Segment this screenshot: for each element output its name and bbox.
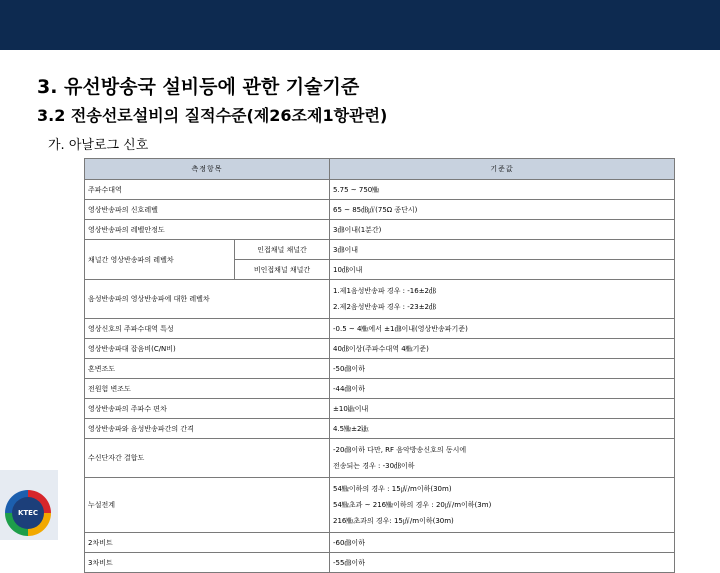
table-row: [85, 280, 675, 319]
row-item: 주파수대역: [85, 180, 330, 200]
table-row: [85, 553, 675, 573]
table-header-row: [85, 159, 675, 180]
standard-line: 전송되는 경우 : -30㏈이하: [333, 462, 415, 470]
row-standard: ±10㎑이내: [330, 399, 675, 419]
row-standard: [330, 439, 675, 478]
row-item: 영상반송파와 음성반송파간의 간격: [85, 419, 330, 439]
row-item: 2차비트: [85, 533, 330, 553]
table-row: [85, 339, 675, 359]
table-row: [85, 200, 675, 220]
row-item: 채널간 영상반송파의 레벨차: [85, 240, 235, 280]
row-item: 음성반송파의 영상반송파에 대한 레벨차: [85, 280, 330, 319]
row-item: 혼변조도: [85, 359, 330, 379]
ktec-logo: [0, 470, 58, 540]
page-title: 3. 유선방송국 설비등에 관한 기술기준: [37, 76, 360, 98]
subsection-heading: 가. 아날로그 신호: [48, 138, 149, 153]
row-standard: 40㏈이상(주파수대역 4㎒기준): [330, 339, 675, 359]
row-standard: -50㏈이하: [330, 359, 675, 379]
row-subitem: 인접채널 채널간: [235, 240, 330, 260]
standard-line: 216㎒초과의 경우: 15㎶/m이하(30m): [333, 517, 454, 525]
row-item: 3차비트: [85, 553, 330, 573]
row-standard: 65 ~ 85㏈㎶(75Ω 종단시): [330, 200, 675, 220]
standard-line: -20㏈이하 다만, RF 음악방송신호의 동시에: [333, 446, 467, 454]
header-standard: 기준값: [330, 159, 675, 180]
standard-line: 2.제2음성반송파 경우 : -23±2㏈: [333, 303, 437, 311]
standard-line: 1.제1음성반송파 경우 : -16±2㏈: [333, 287, 437, 295]
table-row: [85, 180, 675, 200]
table-row: [85, 478, 675, 533]
table-row: [85, 319, 675, 339]
table-row: [85, 439, 675, 478]
row-item: 전원험 변조도: [85, 379, 330, 399]
standard-line: 54㎒이하의 경우 : 15㎶/m이하(30m): [333, 485, 452, 493]
row-item: 영상반송파의 레벨안정도: [85, 220, 330, 240]
table-row: [85, 419, 675, 439]
row-standard: 10㏈이내: [330, 260, 675, 280]
table-row: [85, 399, 675, 419]
row-item: 누설전계: [85, 478, 330, 533]
row-standard: 3㏈이내: [330, 240, 675, 260]
header-item: 측정항목: [85, 159, 330, 180]
row-item: 영상반송파의 주파수 편차: [85, 399, 330, 419]
row-standard: -60㏈이하: [330, 533, 675, 553]
row-standard: 4.5㎒±2㎑: [330, 419, 675, 439]
row-item: 영상반송파의 신호레벨: [85, 200, 330, 220]
table-row: [85, 220, 675, 240]
row-standard: -44㏈이하: [330, 379, 675, 399]
section-subtitle: 3.2 전송선로설비의 질적수준(제26조제1항관련): [37, 106, 388, 125]
top-banner: [0, 0, 720, 50]
row-standard: [330, 478, 675, 533]
row-item: 수신단자간 결합도: [85, 439, 330, 478]
table-row: [85, 240, 675, 260]
table-row: [85, 533, 675, 553]
logo-ring-icon: [5, 490, 51, 536]
row-standard: -0.5 ~ 4㎒에서 ±1㏈이내(영상반송파기준): [330, 319, 675, 339]
row-standard: -55㏈이하: [330, 553, 675, 573]
row-item: 영상신호의 주파수대역 특성: [85, 319, 330, 339]
table-row: [85, 359, 675, 379]
row-standard: 3㏈이내(1분간): [330, 220, 675, 240]
standards-table: [84, 158, 675, 573]
row-standard: [330, 280, 675, 319]
row-standard: 5.75 ~ 750㎒: [330, 180, 675, 200]
logo-text: KTEC: [12, 497, 44, 529]
row-subitem: 비인접채널 채널간: [235, 260, 330, 280]
row-item: 영상반송파대 잡음비(C/N비): [85, 339, 330, 359]
standard-line: 54㎒초과 ~ 216㎒이하의 경우 : 20㎶/m이하(3m): [333, 501, 492, 509]
table-row: [85, 379, 675, 399]
